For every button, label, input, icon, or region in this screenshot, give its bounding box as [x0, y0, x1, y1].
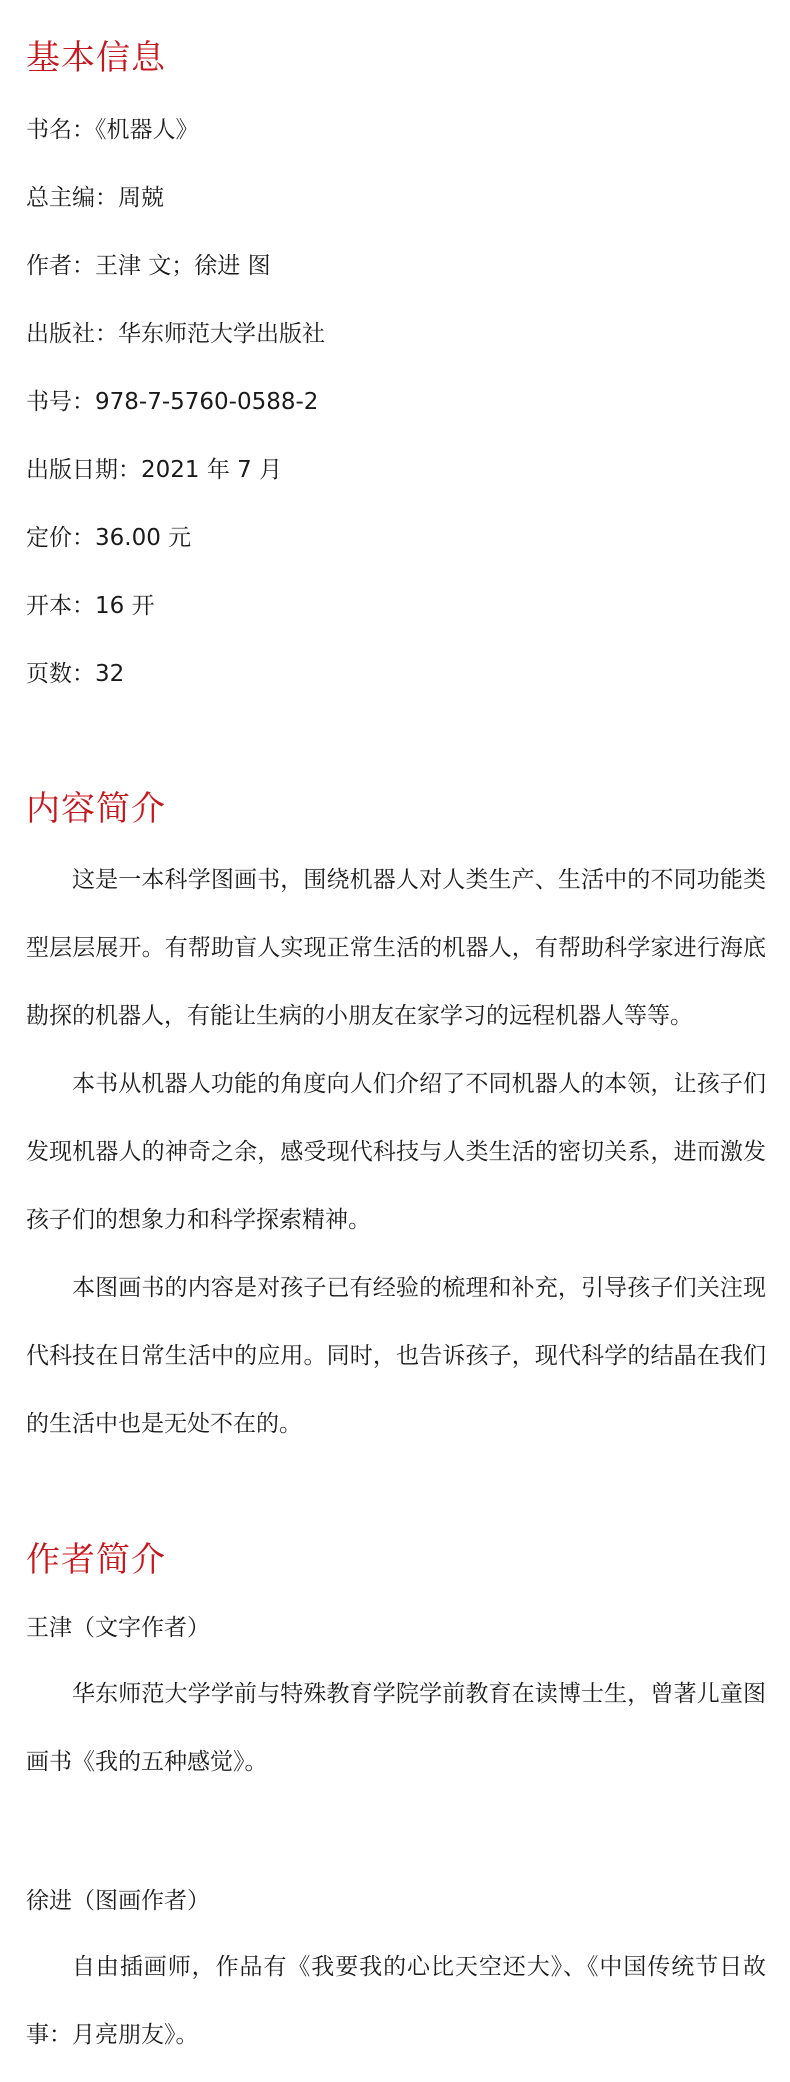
info-price: 定价：36.00 元 [26, 525, 192, 551]
illustrator-bio: 自由插画师，作品有《我要我的心比天空还大》、《中国传统节日故事：月亮朋友》。 [26, 1954, 766, 2048]
info-publish-date: 出版日期：2021 年 7 月 [26, 457, 283, 483]
writer-bio: 华东师范大学学前与特殊教育学院学前教育在读博士生，曾著儿童图画书《我的五种感觉》。 [26, 1681, 766, 1775]
basic-info-heading: 基本信息 [26, 38, 166, 78]
authors-heading: 作者简介 [26, 1540, 166, 1580]
summary-paragraph: 本书从机器人功能的角度向人们介绍了不同机器人的本领，让孩子们发现机器人的神奇之余，感受现代科技与人类生活的密切关系，进而激发孩子们的想象力和科学探索精神。 [26, 1071, 766, 1233]
summary-heading: 内容简介 [26, 789, 166, 829]
illustrator-name: 徐进（图画作者） [26, 1888, 210, 1914]
writer-name: 王津（文字作者） [26, 1615, 210, 1641]
info-author: 作者：王津 文；徐进 图 [26, 253, 271, 279]
info-chief-editor: 总主编：周兢 [26, 185, 164, 211]
summary-paragraph: 这是一本科学图画书，围绕机器人对人类生产、生活中的不同功能类型层层展开。有帮助盲人实现正常生活的机器人，有帮助科学家进行海底勘探的机器人，有能让生病的小朋友在家学习的远程机器人等等。 [26, 867, 766, 1029]
info-pages: 页数：32 [26, 661, 125, 687]
info-publisher: 出版社：华东师范大学出版社 [26, 321, 325, 347]
summary-paragraph: 本图画书的内容是对孩子已有经验的梳理和补充，引导孩子们关注现代科技在日常生活中的应用。同时，也告诉孩子，现代科学的结晶在我们的生活中也是无处不在的。 [26, 1275, 766, 1437]
info-isbn: 书号：978-7-5760-0588-2 [26, 389, 319, 415]
info-format: 开本：16 开 [26, 593, 155, 619]
info-title: 书名：《机器人》 [26, 117, 199, 143]
